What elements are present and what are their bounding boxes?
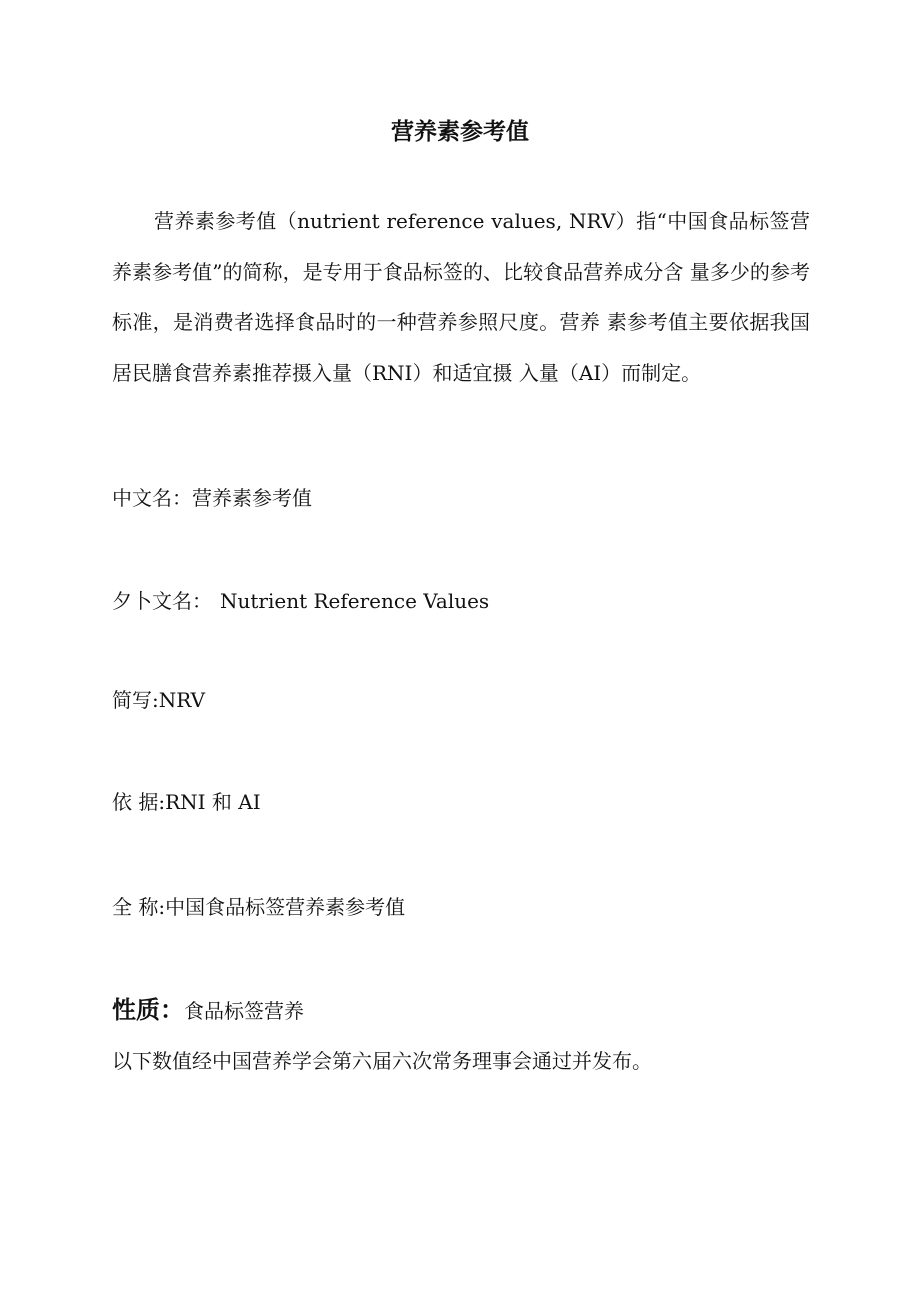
field-label: 中文名： — [112, 486, 192, 510]
field-value: Nutrient Reference Values — [220, 589, 490, 613]
field-value: NRV — [158, 688, 206, 712]
field-value: RNI 和 AI — [165, 790, 261, 814]
field-nature — [112, 994, 810, 1027]
field-abbreviation — [112, 684, 810, 716]
nature-value: 食品标签营养 — [184, 999, 304, 1023]
nature-label: 性质： — [112, 995, 184, 1024]
field-label: 夕卜文名： — [112, 589, 212, 613]
intro-paragraph: 营养素参考值（nutrient reference values, NRV）指“中国食品标签营养素参考值”的简称，是专用于食品标签的、比较食品营养成分含 量多少的参考标准，是消费者选择食品时的一种营养参照尺度。营养 素参考值主要依据我国居民膳食营养素推荐摄入量（RNI）和适宜摄 入量（AI）而制定。 — [112, 209, 810, 385]
field-full-name — [112, 891, 810, 923]
field-basis — [112, 786, 810, 818]
field-chinese-name — [112, 482, 810, 514]
page-title: 营养素参考值 — [391, 118, 529, 145]
publication-note: 以下数值经中国营养学会第六届六次常务理事会通过并发布。 — [112, 1049, 652, 1073]
field-value: 营养素参考值 — [192, 486, 312, 510]
field-label: 全 称: — [112, 895, 166, 919]
field-label: 依 据: — [112, 790, 166, 814]
field-value: 中国食品标签营养素参考值 — [165, 895, 406, 919]
field-foreign-name — [112, 585, 810, 617]
field-label: 简写: — [112, 688, 159, 712]
